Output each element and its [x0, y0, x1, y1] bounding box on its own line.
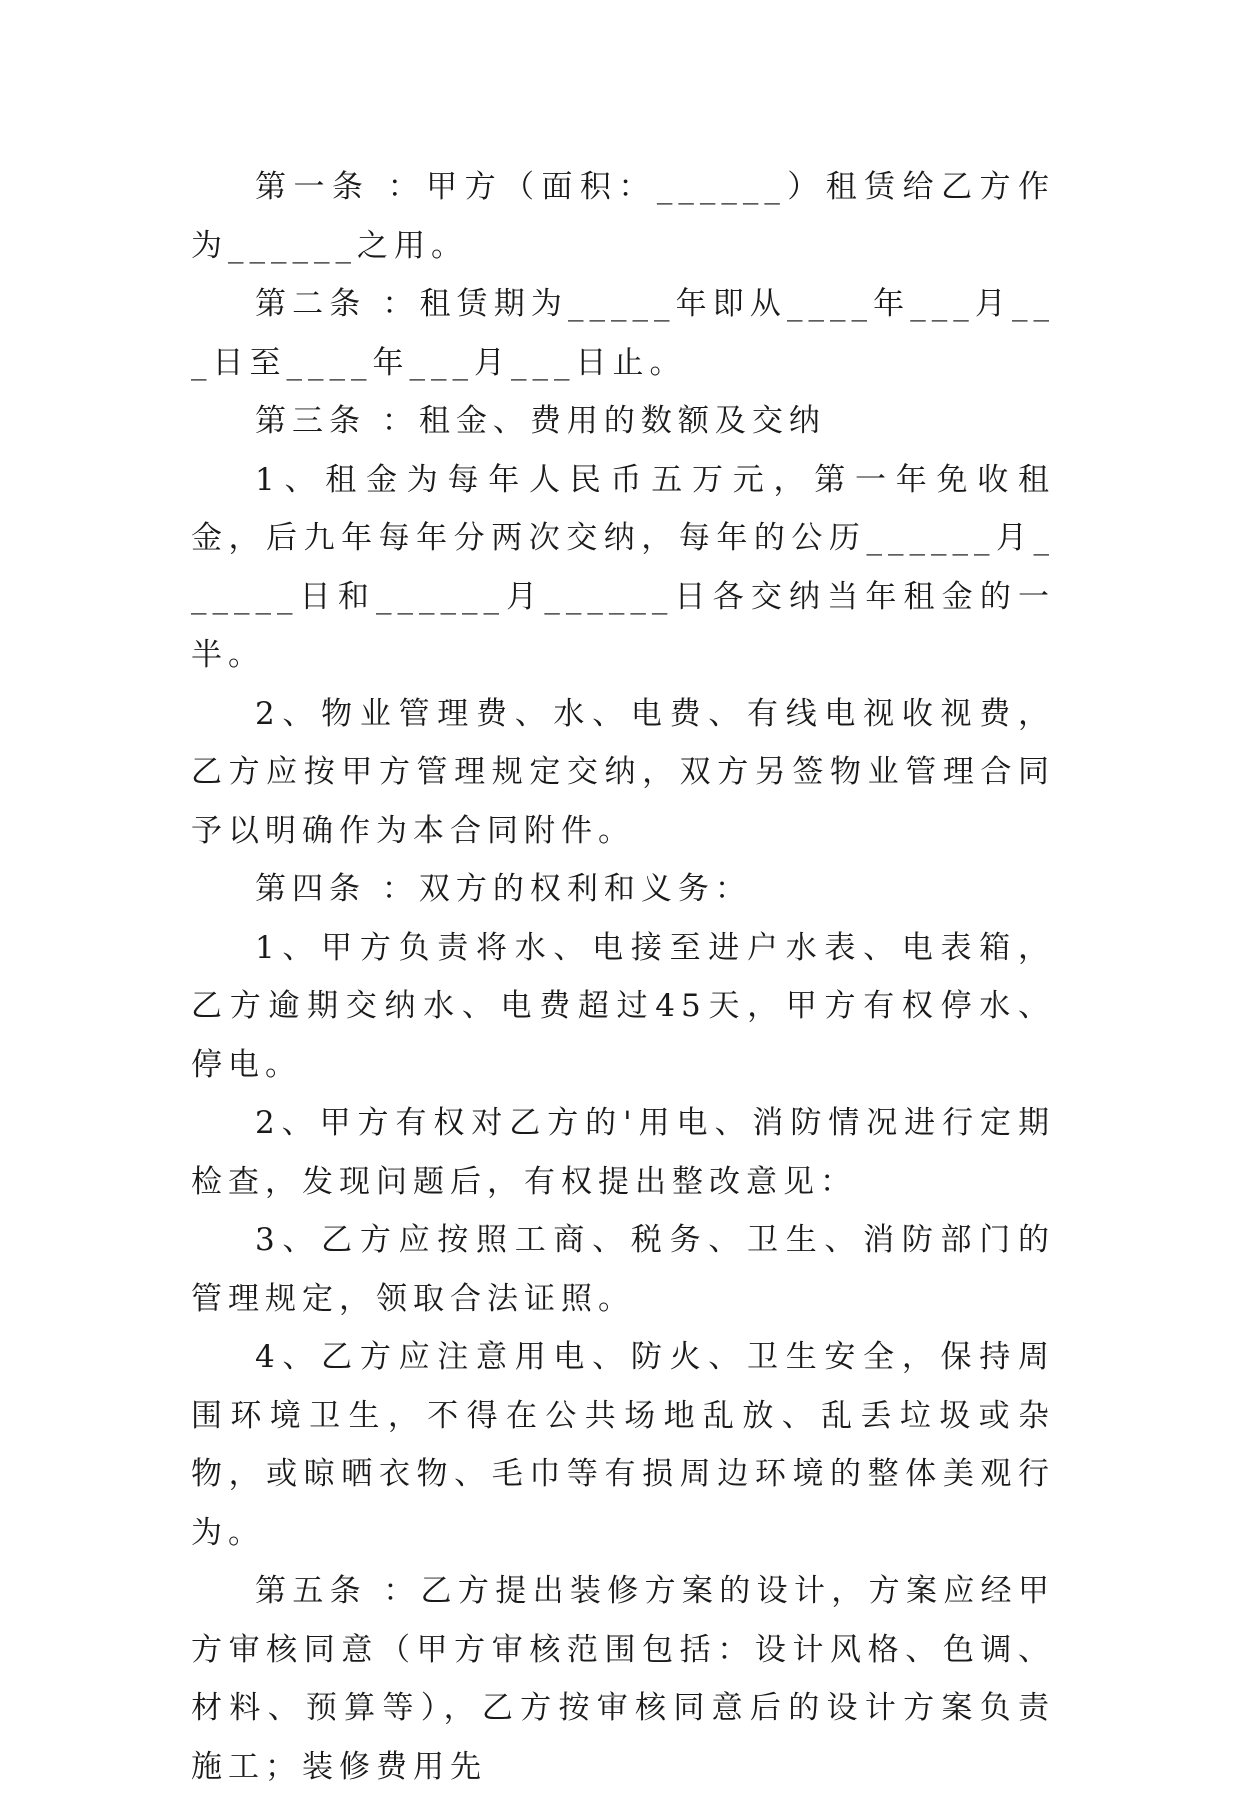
article-5-paragraph: 第五条 ：乙方提出装修方案的设计，方案应经甲方审核同意（甲方审核范围包括：设计风格、色调、材料、预算等），乙方按审核同意后的设计方案负责施工；装修费用先	[191, 1573, 1055, 1785]
article-4-clause-1: 1、甲方负责将水、电接至进户水表、电表箱，乙方逾期交纳水、电费超过45天，甲方有权停水、停电。	[191, 929, 1055, 1083]
article-3-heading: 第三条 ：租金、费用的数额及交纳	[255, 403, 826, 439]
article-3-clause-1: 1、租金为每年人民币五万元，第一年免收租金，后九年每年分两次交纳，每年的公历______月______日和______月______日各交纳当年租金的一半。	[191, 461, 1055, 673]
article-3-clause-2: 2、物业管理费、水、电费、有线电视收视费，乙方应按甲方管理规定交纳，双方另签物业管理合同予以明确作为本合同附件。	[191, 695, 1055, 849]
article-4-clause-4: 4、乙方应注意用电、防火、卫生安全，保持周围环境卫生，不得在公共场地乱放、乱丢垃圾或杂物，或晾晒衣物、毛巾等有损周边环境的整体美观行为。	[191, 1339, 1055, 1551]
article-1-paragraph: 第一条 ：甲方（面积：______）租赁给乙方作为______之用。	[191, 169, 1055, 264]
article-2-paragraph: 第二条 ：租赁期为_____年即从____年___月___日至____年___月___日止。	[191, 286, 1055, 381]
article-4-clause-2: 2、甲方有权对乙方的'用电、消防情况进行定期检查，发现问题后，有权提出整改意见：	[191, 1105, 1055, 1200]
document-body	[191, 158, 1055, 1796]
article-4-heading: 第四条 ：双方的权利和义务：	[255, 871, 752, 907]
article-4-clause-3: 3、乙方应按照工商、税务、卫生、消防部门的管理规定，领取合法证照。	[191, 1222, 1055, 1317]
